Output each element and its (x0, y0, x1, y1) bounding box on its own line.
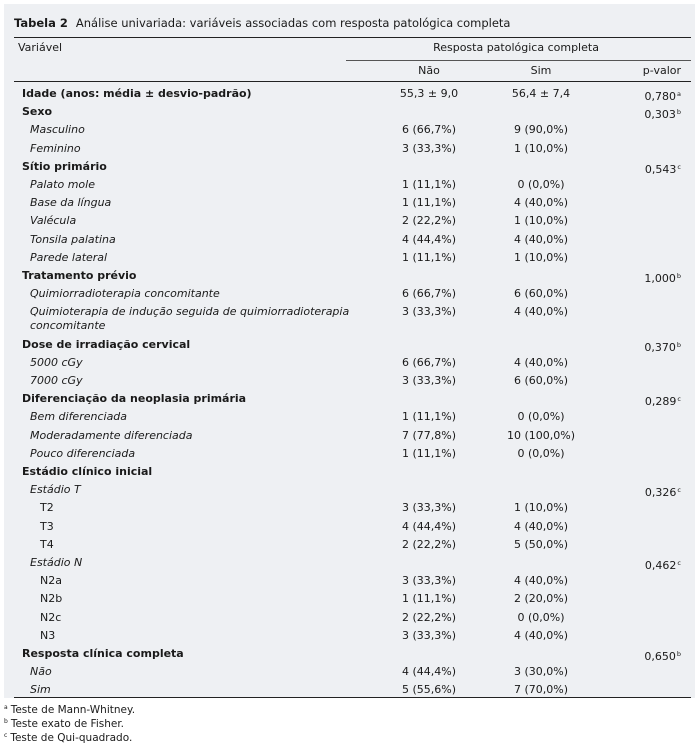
row-label-continued: concomitante (30, 319, 106, 333)
cell-pvalue (591, 647, 691, 664)
cell-pvalue (591, 305, 691, 322)
cell-pvalue (591, 556, 691, 573)
header-no: Não (418, 64, 440, 77)
cell-nao: 6 (66,7%) (401, 355, 457, 369)
pvalue-text: 0,650 (644, 650, 676, 663)
header-variable: Variável (18, 41, 63, 54)
cell-sim: 0 (0,0%) (517, 410, 565, 424)
row-label: Sexo (22, 105, 53, 119)
cell-nao: 4 (44,4%) (401, 519, 457, 533)
pvalue-footnote-mark: c (677, 395, 681, 404)
cell-nao: 3 (33,3%) (401, 574, 457, 588)
bottom-rule (14, 697, 691, 698)
cell-sim: 10 (100,0%) (506, 428, 576, 442)
row-label: Palato mole (30, 178, 95, 191)
footnote-text: Teste exato de Fisher. (10, 718, 125, 730)
cell-pvalue (591, 251, 691, 268)
cell-pvalue (591, 178, 691, 195)
cell-nao: 7 (77,8%) (401, 428, 457, 442)
cell-pvalue (591, 287, 691, 304)
cell-nao: 3 (33,3%) (401, 501, 457, 515)
footnote-c (4, 729, 132, 745)
cell-nao: 1 (11,1%) (401, 196, 457, 210)
cell-pvalue (591, 374, 691, 391)
cell-pvalue (591, 538, 691, 555)
cell-nao: 2 (22,2%) (401, 610, 457, 624)
cell-nao: 3 (33,3%) (401, 305, 457, 319)
cell-pvalue (591, 611, 691, 628)
row-label: Estádio clínico inicial (22, 465, 153, 478)
cell-sim: 6 (60,0%) (513, 287, 569, 301)
cell-nao: 6 (66,7%) (401, 123, 457, 137)
pvalue-text: 0,370 (644, 340, 676, 354)
top-rule (14, 37, 691, 38)
pvalue-text: 0,543 (644, 162, 677, 176)
table-panel (4, 4, 695, 698)
cell-nao: 6 (66,7%) (401, 287, 457, 301)
cell-sim: 4 (40,0%) (513, 196, 569, 210)
row-label: N2b (40, 592, 63, 606)
row-label: 7000 cGy (30, 374, 83, 387)
row-label: Estádio N (30, 556, 83, 569)
cell-sim: 4 (40,0%) (513, 519, 569, 533)
pvalue-text: 0,289 (644, 395, 677, 409)
pvalue-text: 1,000 (644, 272, 676, 285)
cell-sim: 5 (50,0%) (513, 537, 569, 551)
cell-pvalue (591, 665, 691, 682)
pvalue-footnote-mark: b (676, 272, 681, 280)
cell-sim: 1 (10,0%) (513, 501, 569, 515)
cell-sim: 1 (10,0%) (513, 141, 569, 155)
footnote-text: Teste de Mann-Whitney. (10, 704, 136, 716)
cell-pvalue (591, 483, 691, 500)
footnote-mark: a (4, 704, 8, 711)
cell-sim: 2 (20,0%) (513, 592, 569, 606)
cell-pvalue (591, 196, 691, 213)
cell-sim: 0 (0,0%) (517, 446, 565, 460)
row-label: Masculino (30, 123, 85, 137)
row-label: Dose de irradiação cervical (22, 337, 191, 351)
row-label: Tonsila palatina (30, 232, 116, 246)
cell-pvalue (591, 160, 691, 177)
pvalue-text: 0,780 (644, 90, 677, 103)
row-label: Quimioterapia de indução seguida de quimiorradioterapia (30, 305, 350, 319)
cell-pvalue (591, 233, 691, 250)
cell-sim: 0 (0,0%) (517, 178, 565, 191)
row-label: Base da língua (30, 196, 112, 210)
header-yes: Sim (530, 64, 552, 77)
row-label: Não (30, 665, 52, 679)
cell-pvalue (591, 123, 691, 140)
cell-sim: 6 (60,0%) (513, 374, 569, 387)
row-label: Bem diferenciada (30, 410, 128, 424)
cell-nao: 1 (11,1%) (401, 250, 457, 264)
row-label: N3 (40, 628, 56, 642)
cell-nao: 4 (44,4%) (401, 232, 457, 246)
header-group-rule (346, 60, 691, 61)
row-label: Moderadamente diferenciada (30, 428, 193, 442)
table-caption (14, 16, 510, 30)
cell-sim: 9 (90,0%) (513, 123, 569, 137)
cell-nao: 1 (11,1%) (401, 592, 457, 606)
pvalue-text: 0,326 (644, 486, 677, 500)
row-label: Estádio T (30, 483, 81, 497)
cell-pvalue (591, 269, 691, 286)
header-pvalue: p-valor (642, 64, 681, 77)
cell-pvalue (591, 501, 691, 518)
cell-nao: 1 (11,1%) (401, 410, 457, 424)
cell-sim: 4 (40,0%) (513, 232, 569, 246)
cell-nao: 2 (22,2%) (401, 214, 457, 228)
pvalue-footnote-mark: c (677, 486, 681, 495)
row-label: Diferenciação da neoplasia primária (22, 392, 247, 406)
cell-sim: 7 (70,0%) (513, 683, 569, 697)
pvalue-footnote-mark: b (676, 108, 681, 117)
pvalue-footnote-mark: b (676, 650, 681, 658)
cell-pvalue (591, 429, 691, 446)
row-label: Valécula (30, 214, 77, 228)
cell-nao: 3 (33,3%) (401, 374, 457, 387)
pvalue-footnote-mark: c (677, 162, 681, 171)
header-group: Resposta patológica completa (433, 41, 599, 54)
row-label: Idade (anos: média ± desvio-padrão) (22, 87, 252, 100)
cell-sim: 1 (10,0%) (513, 214, 569, 228)
row-label: N2c (40, 610, 62, 624)
row-label: Sim (30, 683, 51, 697)
cell-pvalue (591, 629, 691, 646)
cell-pvalue (591, 356, 691, 373)
cell-sim: 3 (30,0%) (513, 665, 569, 679)
cell-pvalue (591, 87, 691, 104)
cell-pvalue (591, 214, 691, 231)
pvalue-footnote-mark: b (676, 340, 681, 349)
cell-pvalue (591, 592, 691, 609)
cell-sim: 4 (40,0%) (513, 628, 569, 642)
row-label: 5000 cGy (30, 355, 83, 369)
cell-sim: 0 (0,0%) (517, 610, 565, 624)
cell-pvalue (591, 574, 691, 591)
table-label: Tabela 2 (14, 16, 68, 30)
row-label: Sítio primário (22, 159, 107, 173)
cell-sim: 56,4 ± 7,4 (511, 87, 571, 100)
footnote-text: Teste de Qui-quadrado. (10, 732, 133, 744)
row-label: Tratamento prévio (22, 269, 137, 282)
pvalue-footnote-mark: c (677, 559, 681, 567)
header-bottom-rule (14, 81, 691, 82)
row-label: Quimiorradioterapia concomitante (30, 287, 220, 301)
cell-nao: 5 (55,6%) (401, 683, 457, 697)
pvalue-text: 0,462 (644, 559, 677, 572)
row-label: T3 (40, 519, 54, 533)
cell-pvalue (591, 410, 691, 427)
cell-pvalue (591, 105, 691, 122)
cell-nao: 1 (11,1%) (401, 178, 457, 191)
cell-pvalue (591, 142, 691, 159)
cell-pvalue (591, 392, 691, 409)
cell-nao: 3 (33,3%) (401, 141, 457, 155)
cell-nao: 55,3 ± 9,0 (399, 87, 459, 100)
cell-sim: 4 (40,0%) (513, 574, 569, 588)
row-label: Resposta clínica completa (22, 647, 184, 660)
row-label: T4 (40, 537, 54, 551)
cell-pvalue (591, 338, 691, 355)
cell-sim: 4 (40,0%) (513, 305, 569, 319)
cell-pvalue (591, 520, 691, 537)
row-label: N2a (40, 574, 62, 588)
cell-nao: 3 (33,3%) (401, 628, 457, 642)
cell-sim: 4 (40,0%) (513, 355, 569, 369)
cell-pvalue (591, 447, 691, 464)
pvalue-footnote-mark: a (677, 90, 681, 98)
pvalue-text: 0,303 (644, 108, 676, 122)
row-label: Pouco diferenciada (30, 446, 136, 460)
footnote-mark: c (4, 732, 8, 739)
row-label: T2 (40, 501, 54, 515)
cell-sim: 1 (10,0%) (513, 250, 569, 264)
row-label: Feminino (30, 141, 81, 155)
cell-pvalue (591, 465, 691, 482)
cell-nao: 1 (11,1%) (401, 446, 457, 460)
footnote-mark: b (4, 718, 8, 725)
cell-nao: 2 (22,2%) (401, 537, 457, 551)
cell-nao: 4 (44,4%) (401, 665, 457, 679)
table-title: Análise univariada: variáveis associadas com resposta patológica completa (75, 16, 511, 30)
row-label: Parede lateral (30, 250, 108, 264)
